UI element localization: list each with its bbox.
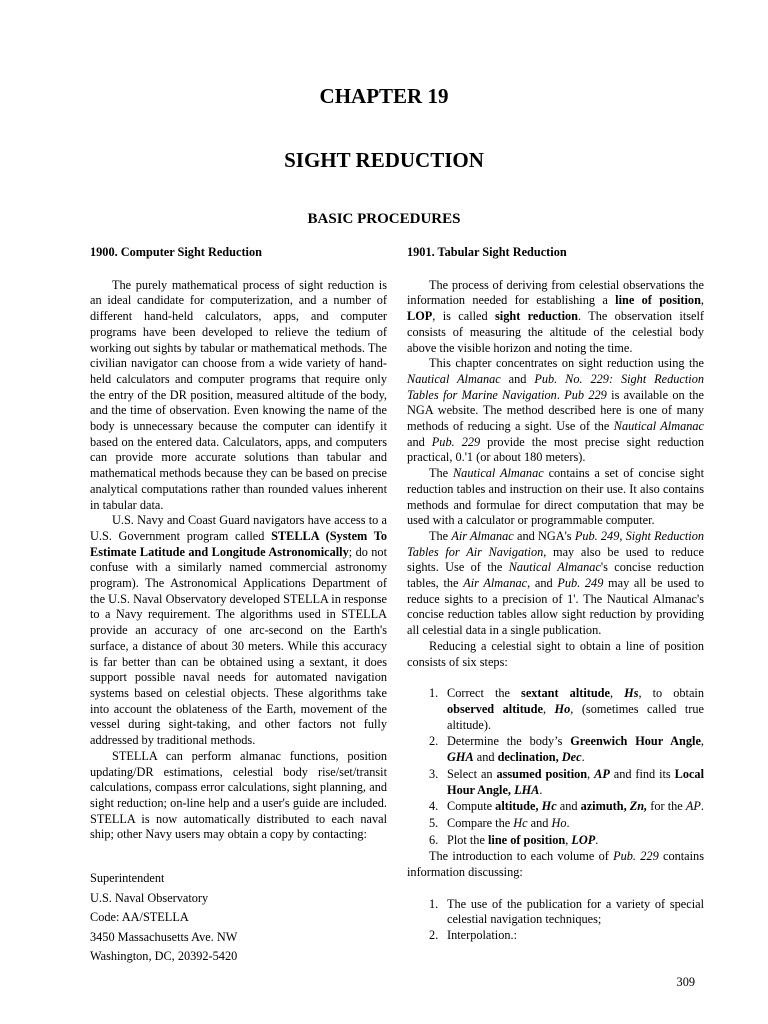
paragraph-computer-sight-reduction: The purely mathematical process of sight reduction is an ideal candidate for computerization, and a number of different hand-held calculators, apps, and computer programs have been developed to relieve the tedium of working out sights by tabular or mathematical methods. The civilian navigator can choose from a wide variety of hand-held calculators and computer programs that require only the entry of the DR position, measured altitude of the body, and the time of observation. Even knowing the name of the body is unnecessary because the computer can identify it based on the entered data. Calculators, apps, and computers can provide more accurate solutions than tabular and mathematical methods because they can be based on precise analytical computations rather than rounded values inherent in tabular data. [90,277,387,512]
list-item: 4. Compute altitude, Hc and azimuth, Zn, for the AP. [429,799,704,814]
list-item: 3. Select an assumed position, AP and find its Local Hour Angle, LHA. [429,766,704,797]
chapter-number: CHAPTER 19 [319,84,449,108]
paragraph-stella-intro: U.S. Navy and Coast Guard navigators have access to a U.S. Government program called STELLA (System To Estimate Latitude and Longitude Astronomically; do not confuse with a similarly named commercial astronomy program). The Astronomical Applications Department of the U.S. Naval Observatory developed STELLA in response to a Navy requirement. The algorithms used in STELLA provide an accuracy of one arc-second on the Earth's surface, a distance of about 30 meters. While this accuracy is far better than can be obtained using a sextant, it does support possible naval needs for automated navigation systems based on celestial objects. These algorithms take into account the oblateness of the Earth, movement of the vessel during sight-taking, and other factors not fully addressed by traditional methods. [90,513,387,748]
address-line: 3450 Massachusetts Ave. NW [90,929,238,944]
paragraph-air-almanac: The Air Almanac and NGA's Pub. 249, Sight Reduction Tables for Air Navigation, may also be used to reduce sights. Use of the Nautical Almanac's concise reduction tables, the Air Almanac, and Pub. 249 may all be used to reduce sights to a precision of 1'. The Nautical Almanac's concise reduction tables allow sight reduction by providing all celestial data in a single publication. [407,528,705,638]
uses-list [407,897,704,944]
section-title: BASIC PROCEDURES [307,211,461,227]
section-heading-1901: 1901. Tabular Sight Reduction [407,245,567,259]
stella-term: STELLA (System To Estimate Latitude and Longitude Astronomically [90,528,387,559]
paragraph-chapter-scope: This chapter concentrates on sight reduction using the Nautical Almanac and Pub. No. 229: Sight Reduction Tables for Marine Navigation. Pub 229 is available on the NGA website. The method described here is one of many methods of reducing a sight. Use of the Nautical Almanac and Pub. 229 provide the most precise sight reduction practical, 0.'1 (or about 180 meters). [407,356,705,465]
paragraph-tabular-definition: The process of deriving from celestial observations the information needed for establishing a line of position, LOP, is called sight reduction. The observation itself consists of measuring the altitude of the celestial body above the visible horizon and noting the time. [407,277,704,355]
address-line: U.S. Naval Observatory [90,890,209,905]
paragraph-stella-functions: STELLA can perform almanac functions, position updating/DR estimations, celestial body rise/set/transit calculations, compass error calculations, sight planning, and sight reduction; on-line help and a user's guide are included. STELLA is now automatically distributed to each naval ship; other Navy users may obtain a copy by contacting: [90,748,387,842]
section-heading-1900: 1900. Computer Sight Reduction [90,245,262,259]
left-column [90,245,387,967]
list-item: 1. Correct the sextant altitude, Hs, to obtain observed altitude, Ho, (sometimes called true altitude). [429,686,704,732]
page-number: 309 [676,975,695,989]
address-line: Washington, DC, 20392-5420 [90,949,238,964]
list-item: 2. Determine the body’s Greenwich Hour Angle, GHA and declination, Dec. [429,734,704,765]
address-line: Superintendent [90,871,165,886]
list-item: 6. Plot the line of position, LOP. [429,832,599,847]
address-line: Code: AA/STELLA [90,910,189,925]
address-block [90,869,387,967]
list-item: 2. Interpolation.: [429,928,518,943]
paragraph-nautical-almanac: The Nautical Almanac contains a set of concise sight reduction tables and instruction on their use. It also contains methods and formulae for direct computation that may be used with a calculator or programmable computer. [407,466,704,528]
paragraph-pub229-intro: The introduction to each volume of Pub. 229 contains information discussing: [407,849,704,880]
paragraph-six-steps: Reducing a celestial sight to obtain a line of position consists of six steps: [407,638,704,669]
list-item: 1. The use of the publication for a variety of special celestial navigation techniques; [429,896,704,927]
list-item: 5. Compare the Hc and Ho. [429,815,570,830]
steps-list [407,686,704,848]
right-column [407,245,704,944]
chapter-title: SIGHT REDUCTION [284,148,484,172]
